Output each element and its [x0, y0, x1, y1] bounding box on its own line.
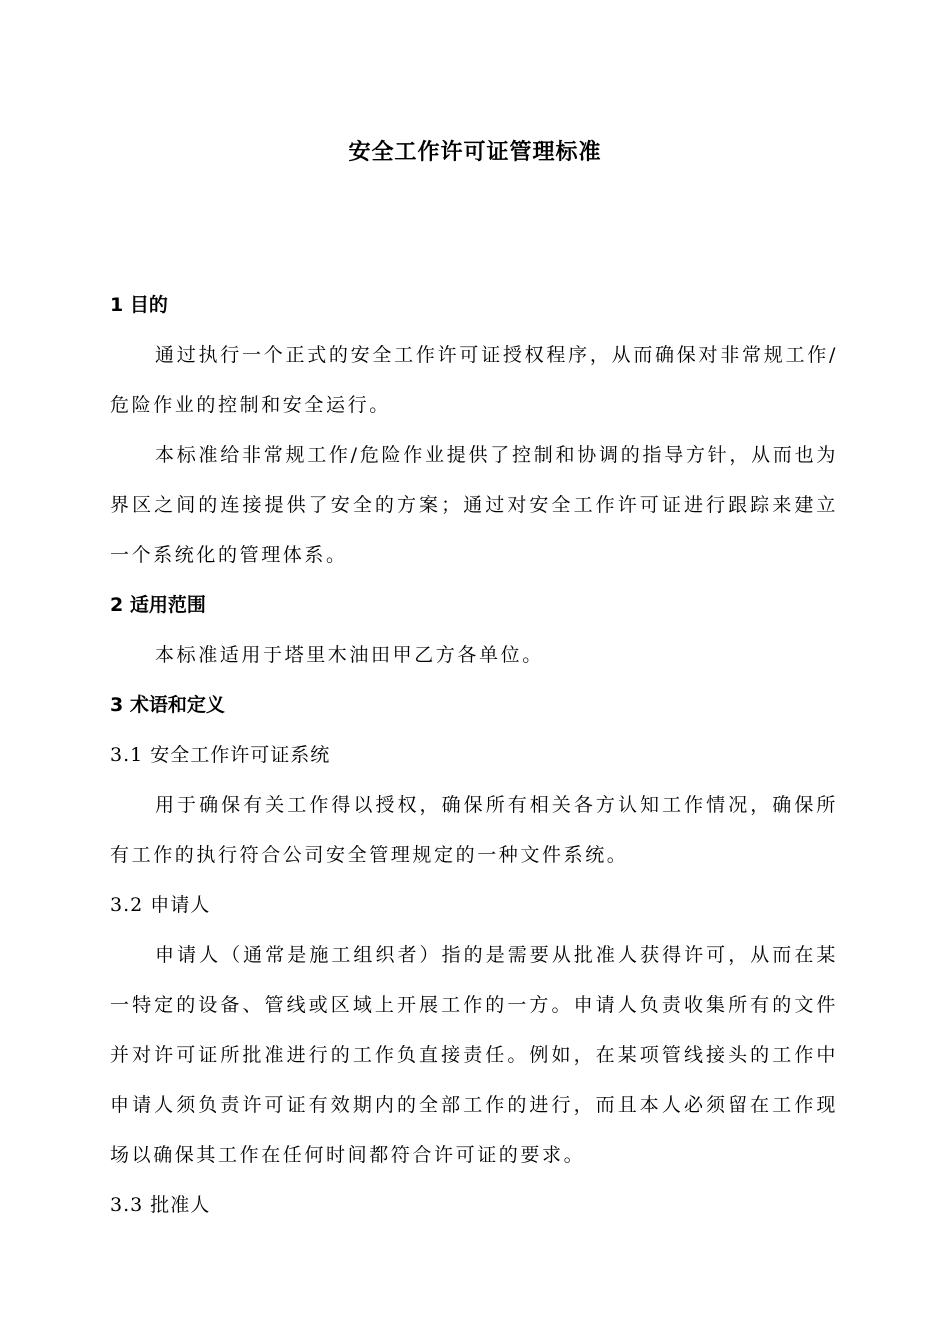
- document-title: 安全工作许可证管理标准: [348, 140, 602, 165]
- section-2-paragraph-1: 本标准适用于塔里木油田甲乙方各单位。: [155, 644, 544, 666]
- section-3-1-paragraph: 用于确保有关工作得以授权，确保所有相关各方认知工作情况，确保所有工作的执行符合公司安全管理规定的一种文件系统。: [110, 794, 838, 866]
- section-1-heading: 1 目的: [110, 294, 168, 316]
- section-3-1-heading: 3.1 安全工作许可证系统: [110, 744, 331, 766]
- section-3-3-heading: 3.3 批准人: [110, 1194, 211, 1216]
- document-body: [110, 280, 838, 1230]
- section-1-paragraph-2: 本标准给非常规工作/危险作业提供了控制和协调的指导方针，从而也为界区之间的连接提供了安全的方案；通过对安全工作许可证进行跟踪来建立一个系统化的管理体系。: [110, 444, 838, 566]
- section-1-paragraph-1: 通过执行一个正式的安全工作许可证授权程序，从而确保对非常规工作/危险作业的控制和安全运行。: [110, 344, 838, 416]
- section-3-2-heading: 3.2 申请人: [110, 894, 211, 916]
- section-2-heading: 2 适用范围: [110, 594, 206, 616]
- section-3-2-paragraph: 申请人（通常是施工组织者）指的是需要从批准人获得许可，从而在某一特定的设备、管线或区域上开展工作的一方。申请人负责收集所有的文件并对许可证所批准进行的工作负直接责任。例如，在某项管线接头的工作中申请人须负责许可证有效期内的全部工作的进行，而且本人必须留在工作现场以确保其工作在任何时间都符合许可证的要求。: [110, 944, 838, 1166]
- section-3-heading: 3 术语和定义: [110, 694, 225, 716]
